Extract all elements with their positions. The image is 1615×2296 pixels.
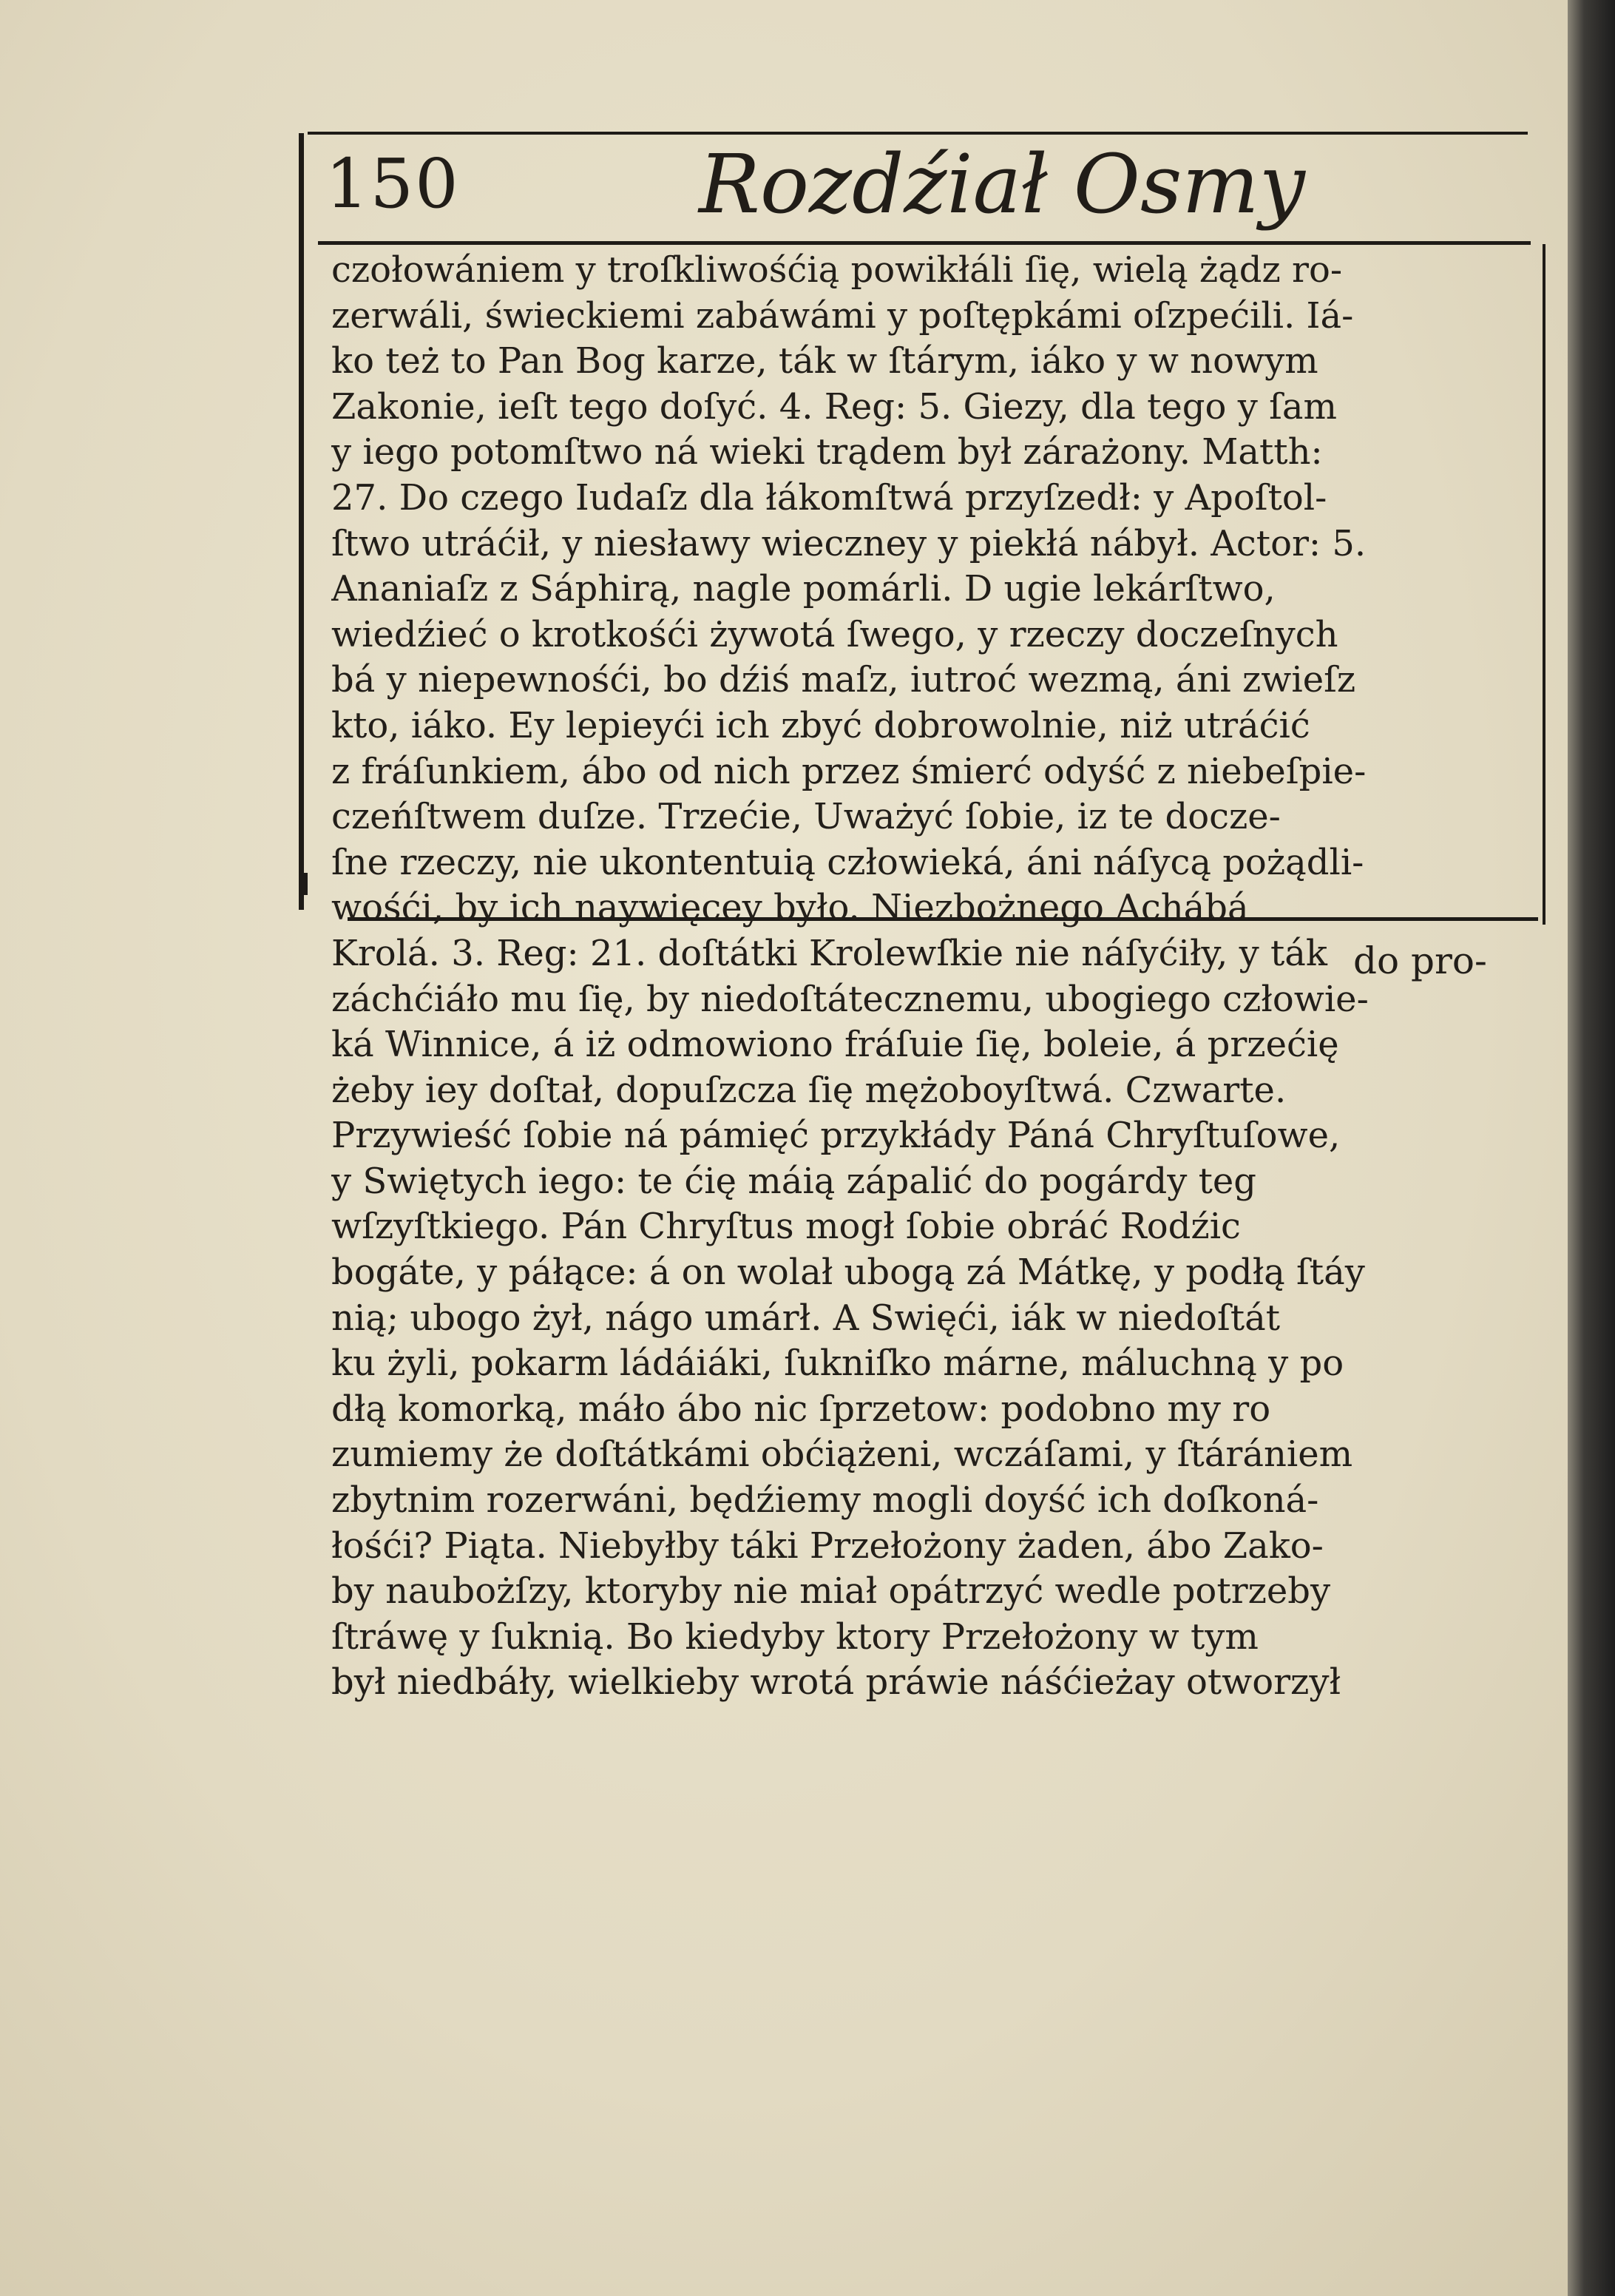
text-line: bá y niepewnośći, bo dźiś maſz, iutroć wezmą, áni zwieſz xyxy=(331,659,1356,701)
text-line: zbytnim rozerwáni, będźiemy mogli doyść ich doſkoná- xyxy=(331,1479,1319,1522)
text-line: z fráſunkiem, ábo od nich przez śmierć odyść z niebeſpie- xyxy=(331,750,1367,792)
text-line: Krolá. 3. Reg: 21. doſtátki Krolewſkie nie náſyćiły, y ták xyxy=(331,932,1327,974)
text-line: záchćiáło mu ſię, by niedoſtátecznemu, ubogiego człowie- xyxy=(331,978,1369,1020)
header-rule xyxy=(318,241,1531,245)
text-line: ká Winnice, á iż odmowiono fráſuie ſię, boleie, á przećię xyxy=(331,1024,1339,1066)
text-line: czołowániem y troſkliwośćią powikłáli ſię, wielą żądz ro- xyxy=(331,249,1343,291)
text-line: Przywieść ſobie ná pámięć przykłády Páná Chryſtuſowe, xyxy=(331,1115,1341,1157)
text-line: wiedźieć o krotkośći żywotá ſwego, y rzeczy doczeſnych xyxy=(331,613,1338,655)
text-line: żeby iey doſtał, dopuſzcza ſię mężoboyſtwá. Czwarte. xyxy=(331,1069,1287,1111)
text-line: Zakonie, ieſt tego doſyć. 4. Reg: 5. Giezy, dla tego y ſam xyxy=(331,385,1337,428)
page-number: 150 xyxy=(325,144,460,223)
top-border-rule xyxy=(308,132,1528,135)
text-line: by naubożſzy, ktoryby nie miał opátrzyć wedle potrzeby xyxy=(331,1570,1331,1613)
text-line: kto, iáko. Ey lepieyći ich zbyć dobrowolnie, niż utráćić xyxy=(331,704,1310,746)
text-line: ſtwo utráćił, y niesławy wieczney y piekłá nábył. Actor: 5. xyxy=(331,522,1367,564)
text-line: zumiemy że doſtátkámi obćiążeni, wczáſami, y ſtárániem xyxy=(331,1434,1353,1476)
text-line: czeńſtwem duſze. Trzećie, Uważyć ſobie, iz te docze- xyxy=(331,796,1281,838)
text-line: nią; ubogo żył, nágo umárł. A Swięći, iák w niedoſtát xyxy=(331,1297,1281,1339)
text-line: bogáte, y páłące: á on wolał ubogą zá Mátkę, y podłą ſtáy xyxy=(331,1252,1365,1294)
text-line: był niedbáły, wielkieby wrotá práwie náśćieżay otworzył xyxy=(331,1661,1341,1704)
text-line: ſne rzeczy, nie ukontentuią człowieká, áni náſycą pożądli- xyxy=(331,841,1364,883)
text-line: wośći, by ich naywięcey było. Niezbożnego Achábá xyxy=(331,887,1249,929)
book-gutter-shadow xyxy=(1568,0,1615,2296)
left-border-rule xyxy=(299,133,304,910)
catchword: do pro- xyxy=(1353,939,1487,982)
running-title: Rozdźiał Osmy xyxy=(699,137,1305,232)
text-line: y Swiętych iego: te ćię máią zápalić do pogárdy teg xyxy=(331,1160,1256,1202)
text-line: łośći? Piąta. Niebyłby táki Przełożony żaden, ábo Zako- xyxy=(331,1525,1324,1567)
text-line: wſzyſtkiego. Pán Chryſtus mogł ſobie obráć Rodźic xyxy=(331,1206,1241,1248)
text-line: y iego potomſtwo ná wieki trądem był zárażony. Matth: xyxy=(331,431,1323,473)
text-line: ku żyli, pokarm ládáiáki, ſukniſko márne, máluchną y po xyxy=(331,1343,1344,1385)
text-line: zerwáli, świeckiemi zabáwámi y poſtępkámi oſzpećili. Iá- xyxy=(331,294,1354,337)
text-line: dłą komorką, máło ábo nic ſprzetow: podobno my ro xyxy=(331,1388,1271,1430)
text-line: ſtráwę y ſuknią. Bo kiedyby ktory Przełożony w tym xyxy=(331,1615,1259,1658)
left-border-rule-fragment xyxy=(303,873,308,895)
text-line: 27. Do czego Iudaſz dla łákomſtwá przyſzedł: y Apoſtol- xyxy=(331,476,1327,519)
text-line: Ananiaſz z Sáphirą, nagle pomárli. D ugie lekárſtwo, xyxy=(331,568,1276,610)
text-line: ko też to Pan Bog karze, ták w ſtárym, iáko y w nowym xyxy=(331,340,1318,382)
